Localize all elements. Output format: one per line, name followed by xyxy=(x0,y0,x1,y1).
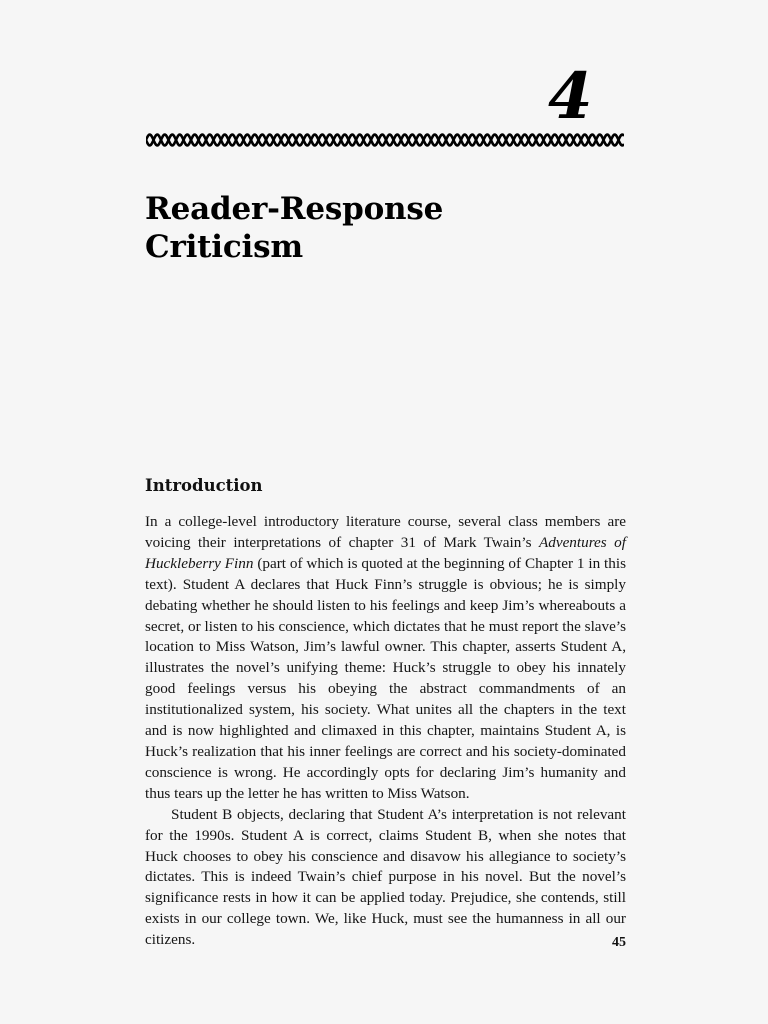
section-heading: Introduction xyxy=(145,476,263,495)
chapter-title-line-2: Criticism xyxy=(145,229,303,265)
paragraph-1-text-cont: (part of which is quoted at the beginning of Chapter 1 in this text). Student A declares that Huck Finn’s struggle is obvious; he is simply debating whether he should listen to his feelings and keep Jim’s whereabouts a secret, or listen to his conscience, which dictates that he must report the slave’s location to Miss Watson, Jim’s lawful owner. This chapter, asserts Student A, illustrates the novel’s unifying theme: Huck’s struggle to obey his innately good feelings versus his obeying the abstract commandments of an institutionalized system, his society. What unites all the chapters in the text and is now highlighted and climaxed in this chapter, maintains Student A, is Huck’s realization that his inner feelings are correct and his society-dominated conscience is wrong. He accordingly opts for declaring Jim’s humanity and thus tears up the letter he has written to Miss Watson. xyxy=(145,554,626,802)
chapter-number: 4 xyxy=(548,59,593,134)
chapter-title-line-1: Reader-Response xyxy=(145,191,444,227)
chapter-title xyxy=(145,190,443,266)
wave-ornament-divider xyxy=(146,130,624,150)
body-text xyxy=(145,512,626,951)
page-number: 45 xyxy=(612,935,626,950)
paragraph-2: Student B objects, declaring that Student A’s interpretation is not relevant for the 1990s. Student A is correct, claims Student B, when she notes that Huck chooses to obey his conscience and disavow his allegiance to society’s dictates. This is indeed Twain’s chief purpose in his novel. But the novel’s significance rests in how it can be applied today. Prejudice, she contends, still exists in our college town. We, like Huck, must see the humanness in all our citizens. xyxy=(145,805,626,949)
book-title-italic: Adventures of Huckleberry Finn xyxy=(145,533,626,572)
paragraph-1 xyxy=(145,512,626,805)
paragraph-1-text: In a college-level introductory literature course, several class members are voicing their interpretations of chapter 31 of Mark Twain’s xyxy=(145,513,626,551)
